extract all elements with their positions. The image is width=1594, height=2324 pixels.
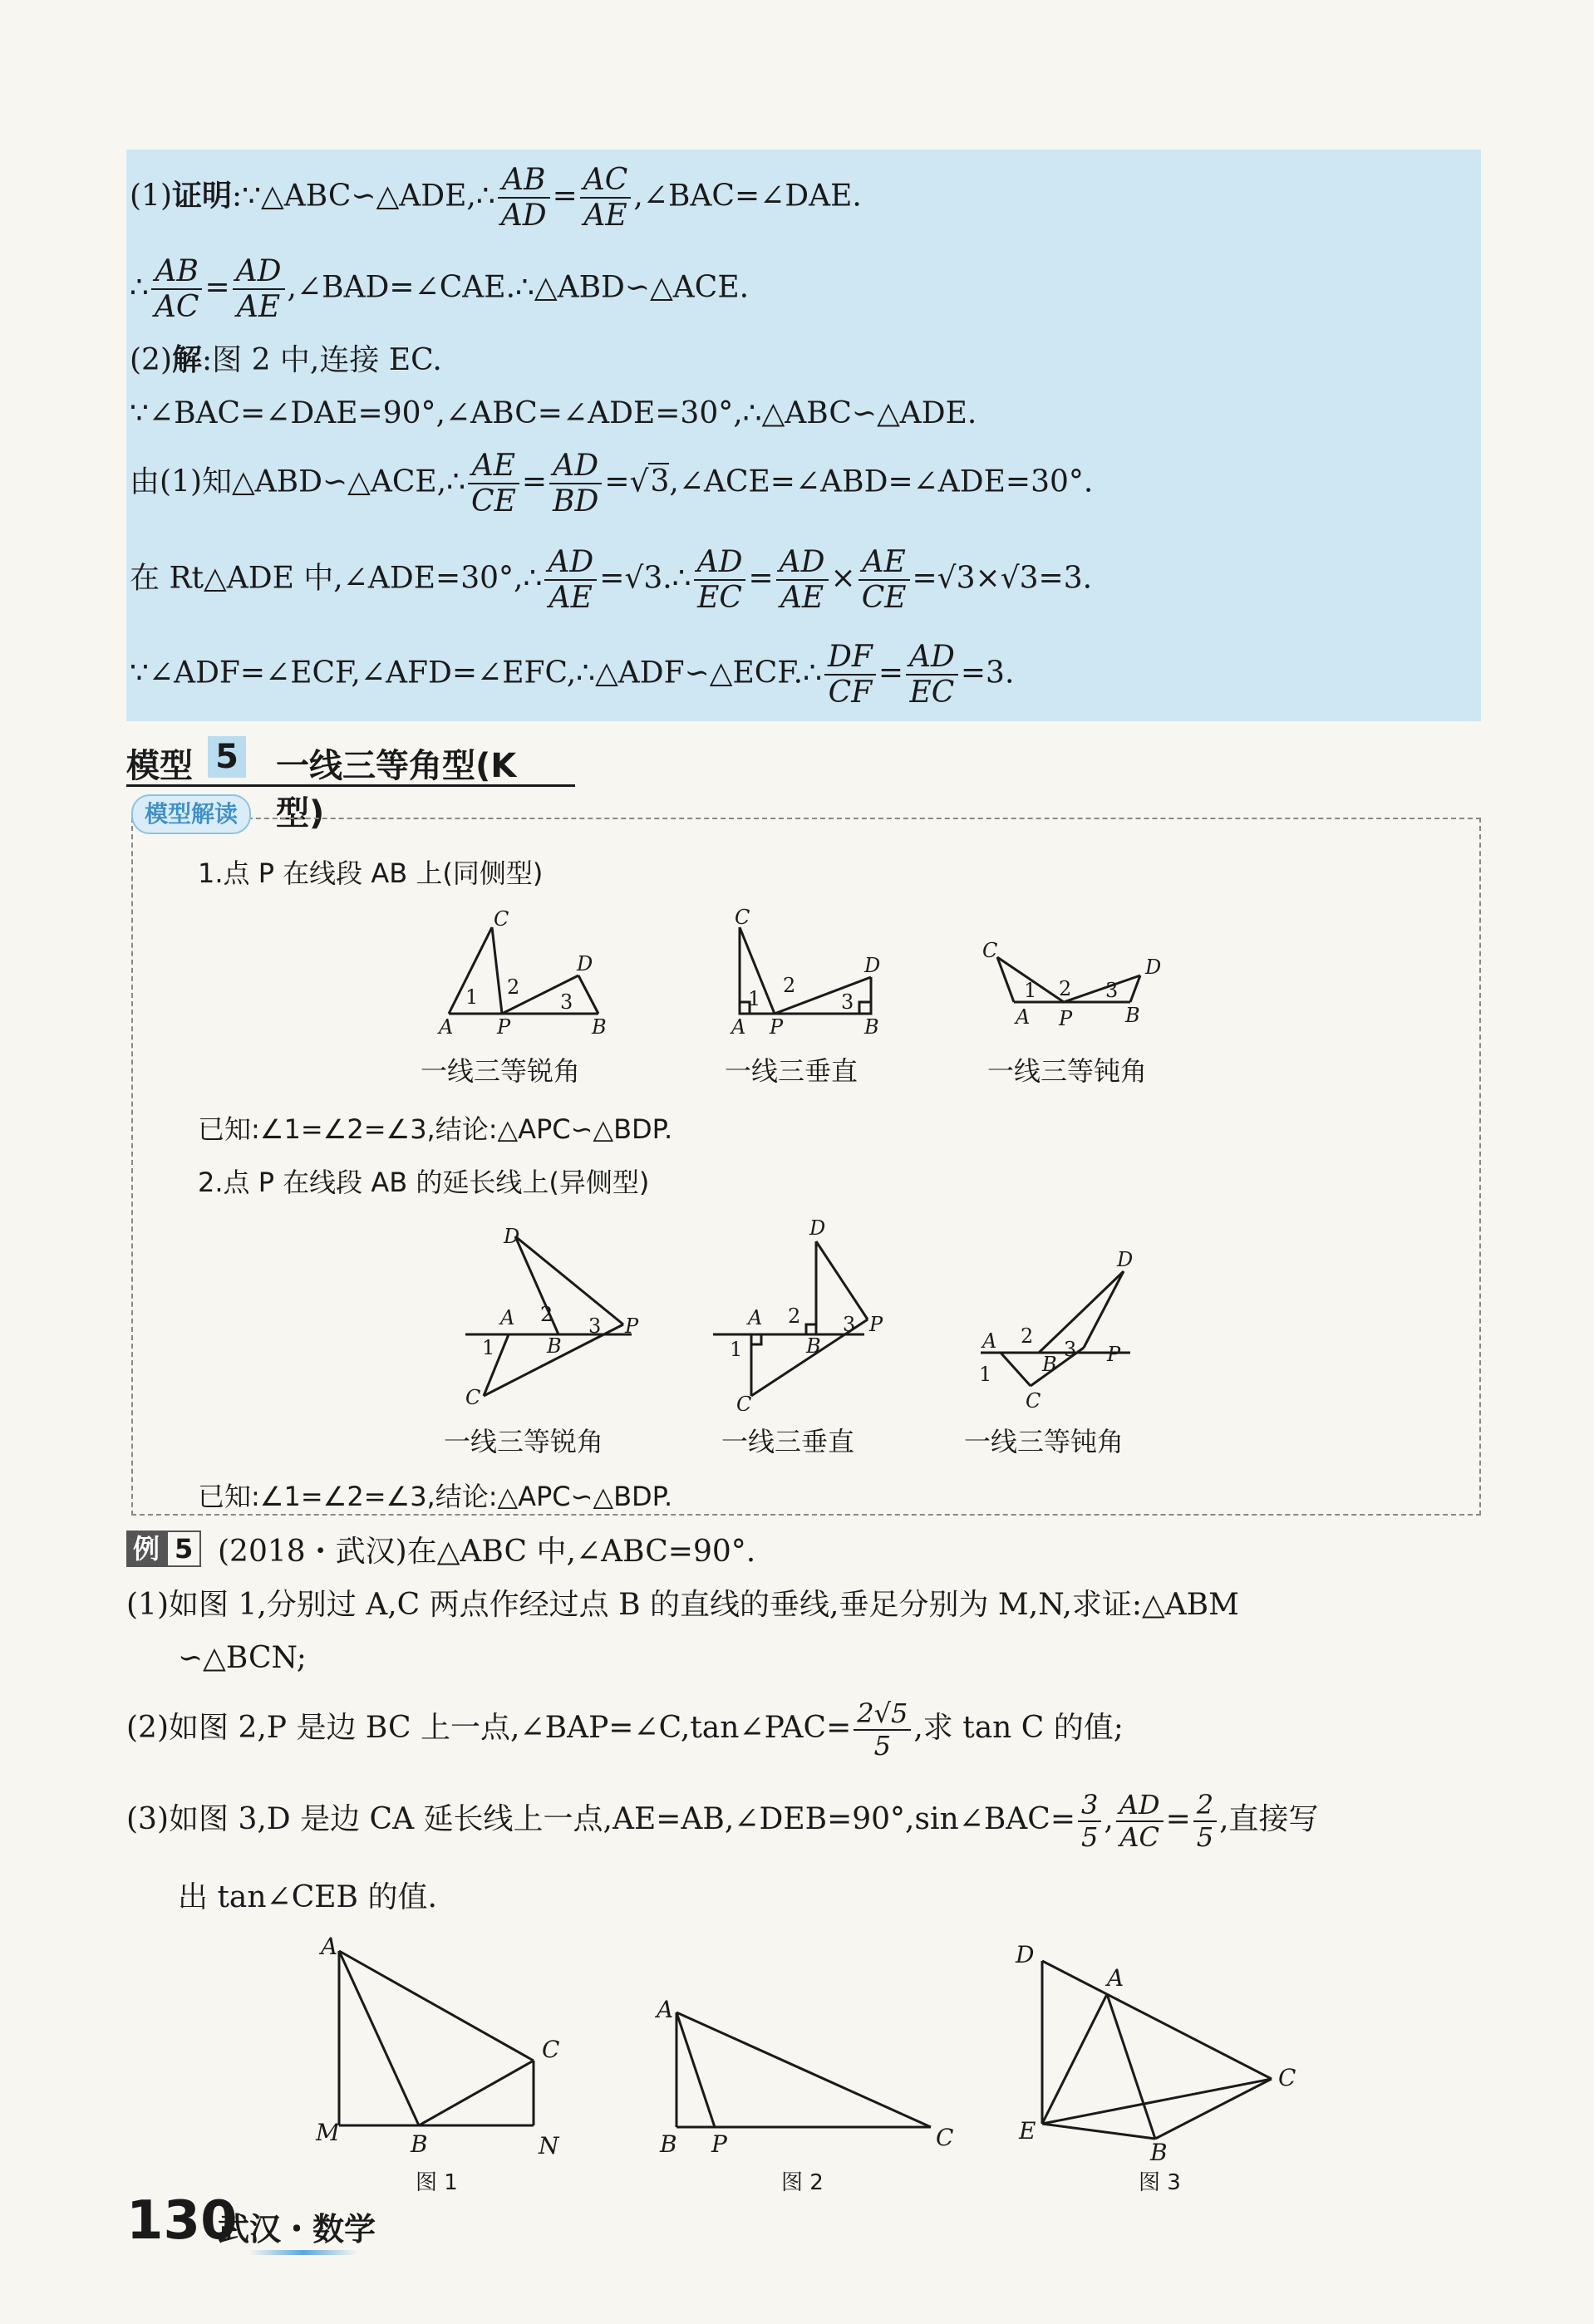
example-figures (299, 1936, 1330, 2169)
case2-caption-acute: 一线三等锐角 (444, 1426, 604, 1457)
svg-text:A: A (657, 1996, 674, 2023)
svg-text:P: P (625, 1314, 639, 1338)
svg-text:C: C (936, 2124, 954, 2151)
model-number: 5 (208, 736, 246, 778)
svg-text:2: 2 (1021, 1324, 1034, 1348)
example-intro: (2018・武汉)在△ABC 中,∠ABC=90°. (218, 1535, 756, 1569)
svg-text:P: P (1059, 1007, 1073, 1030)
example-badge-number: 5 (166, 1530, 201, 1567)
svg-text:B: B (592, 1015, 607, 1039)
solution-line-1: (1)证明:∵△ABC∽△ADE,∴ $\frac{AB}{AD}$ = $\frac{AC}{AE}$ ,∠BAC=∠DAE. (130, 163, 862, 233)
svg-text:A: A (731, 1015, 746, 1039)
svg-text:3: 3 (560, 990, 573, 1014)
svg-text:D: D (577, 952, 593, 975)
svg-text:2: 2 (1059, 977, 1072, 1000)
svg-text:B: B (660, 2130, 677, 2158)
svg-text:2: 2 (540, 1303, 553, 1326)
svg-text:A: A (1016, 1005, 1031, 1029)
svg-text:1: 1 (730, 1338, 743, 1361)
figure-3-caption: 图 3 (1139, 2170, 1181, 2195)
case1-figures (399, 897, 1230, 1047)
svg-text:B: B (1150, 2139, 1168, 2166)
case1-caption-perpendicular: 一线三垂直 (725, 1055, 858, 1087)
case1-caption-obtuse: 一线三等钝角 (987, 1055, 1148, 1087)
svg-text:P: P (770, 1015, 784, 1039)
case2-conclusion: 已知:∠1=∠2=∠3,结论:△APC∽△BDP. (198, 1481, 673, 1512)
case2-title: 2.点 P 在线段 AB 的延长线上(异侧型) (198, 1167, 650, 1198)
svg-text:C: C (1278, 2064, 1296, 2091)
svg-text:E: E (1019, 2117, 1036, 2145)
svg-text:A: A (439, 1015, 454, 1039)
svg-text:A: A (321, 1936, 338, 1960)
svg-text:C: C (465, 1386, 481, 1409)
solution-line-6: 在 Rt△ADE 中,∠ADE=30°,∴ $\frac{AD}{AE}$ =√3.∴ $\frac{AD}{EC}$ = $\frac{AD}{AE}$ × $\frac{AE}{CE}$ =√3×√3=3. (130, 545, 1093, 616)
svg-text:B: B (1125, 1004, 1140, 1027)
svg-text:D: D (504, 1225, 520, 1248)
svg-text:3: 3 (1064, 1338, 1077, 1361)
solution-line-4: ∵∠BAC=∠DAE=90°,∠ABC=∠ADE=30°,∴△ABC∽△ADE. (130, 396, 977, 430)
example-q3-line2: 出 tan∠CEB 的值. (178, 1880, 437, 1914)
example-q1-line1: (1)如图 1,分别过 A,C 两点作经过点 B 的直线的垂线,垂足分别为 M,N,求证:△ABM (126, 1588, 1239, 1622)
svg-text:P: P (1107, 1343, 1121, 1366)
svg-text:C: C (1026, 1389, 1041, 1411)
case2-caption-obtuse: 一线三等钝角 (964, 1426, 1124, 1457)
svg-text:2: 2 (507, 975, 520, 999)
svg-text:2: 2 (783, 974, 796, 997)
svg-text:A: A (500, 1306, 515, 1329)
svg-text:D: D (1117, 1248, 1134, 1271)
svg-text:3: 3 (843, 1313, 856, 1336)
page-number: 130 (126, 2190, 238, 2252)
svg-text:B: B (411, 2130, 428, 2158)
example-badge-label: 例 (126, 1530, 166, 1567)
case1-conclusion: 已知:∠1=∠2=∠3,结论:△APC∽△BDP. (198, 1113, 673, 1145)
footer-title: 武汉・数学 (218, 2211, 376, 2248)
svg-text:C: C (735, 906, 750, 929)
example-q1-line2: ∽△BCN; (178, 1641, 307, 1675)
solution-box (126, 150, 1481, 721)
svg-text:C: C (736, 1393, 752, 1411)
svg-text:1: 1 (465, 985, 479, 1009)
svg-text:P: P (711, 2130, 727, 2158)
svg-text:P: P (869, 1313, 883, 1336)
svg-text:B: B (806, 1334, 821, 1358)
svg-text:3: 3 (1105, 979, 1119, 1002)
solution-line-5: 由(1)知△ABD∽△ACE,∴ $\frac{AE}{CE}$ = $\frac{AD}{BD}$ =√3,∠ACE=∠ABD=∠ADE=30°. (130, 449, 1094, 519)
svg-text:1: 1 (482, 1336, 495, 1359)
solution-line-3: (2)解:图 2 中,连接 EC. (130, 343, 442, 377)
example-q3-line1: (3)如图 3,D 是边 CA 延长线上一点,AE=AB,∠DEB=90°,sin∠BAC= $\frac{3}{5}$ , $\frac{AD}{AC}$ = $\frac{2}{5}$ ,直接写 (126, 1789, 1319, 1853)
svg-text:A: A (1107, 1964, 1124, 1992)
figure-1-caption: 图 1 (416, 2170, 458, 2195)
solution-line-7: ∵∠ADF=∠ECF,∠AFD=∠EFC,∴△ADF∽△ECF.∴ $\frac{DF}{CF}$ = $\frac{AD}{EC}$ =3. (130, 640, 1015, 710)
svg-text:D: D (864, 954, 881, 977)
svg-text:A: A (982, 1329, 997, 1353)
svg-text:B: B (864, 1015, 879, 1039)
svg-text:N: N (539, 2132, 559, 2159)
svg-text:B: B (1042, 1353, 1057, 1376)
case1-title: 1.点 P 在线段 AB 上(同侧型) (198, 857, 544, 889)
svg-text:1: 1 (748, 987, 761, 1010)
footer-accent-bar (249, 2250, 357, 2255)
svg-text:3: 3 (588, 1314, 602, 1338)
svg-text:D: D (809, 1216, 826, 1240)
svg-text:C: C (982, 939, 998, 962)
case1-caption-acute: 一线三等锐角 (421, 1055, 581, 1087)
svg-text:D: D (1145, 956, 1162, 979)
solution-line-2: ∴ $\frac{AB}{AC}$ = $\frac{AD}{AE}$ ,∠BAD=∠CAE.∴△ABD∽△ACE. (130, 254, 750, 325)
svg-text:1: 1 (979, 1363, 992, 1386)
svg-text:C: C (542, 2036, 560, 2063)
model-label: 模型 (126, 747, 193, 785)
svg-text:M: M (316, 2119, 340, 2146)
svg-text:P: P (497, 1015, 511, 1039)
model-reading-badge: 模型解读 (131, 794, 251, 834)
case2-caption-perpendicular: 一线三垂直 (721, 1426, 855, 1457)
example-badge (126, 1530, 201, 1567)
svg-text:1: 1 (1024, 979, 1037, 1002)
svg-text:C: C (494, 907, 509, 931)
example-q2: (2)如图 2,P 是边 BC 上一点,∠BAP=∠C,tan∠PAC= $\frac{2√5}{5}$ ,求 tan C 的值; (126, 1698, 1124, 1761)
svg-text:A: A (748, 1306, 763, 1329)
svg-text:B: B (547, 1334, 562, 1358)
case2-figures (449, 1211, 1197, 1411)
model-title: 一线三等角型(K 型) (276, 747, 517, 833)
svg-text:D: D (1016, 1941, 1035, 1968)
figure-2-caption: 图 2 (781, 2170, 824, 2195)
svg-text:2: 2 (788, 1304, 801, 1328)
svg-text:3: 3 (841, 990, 854, 1014)
